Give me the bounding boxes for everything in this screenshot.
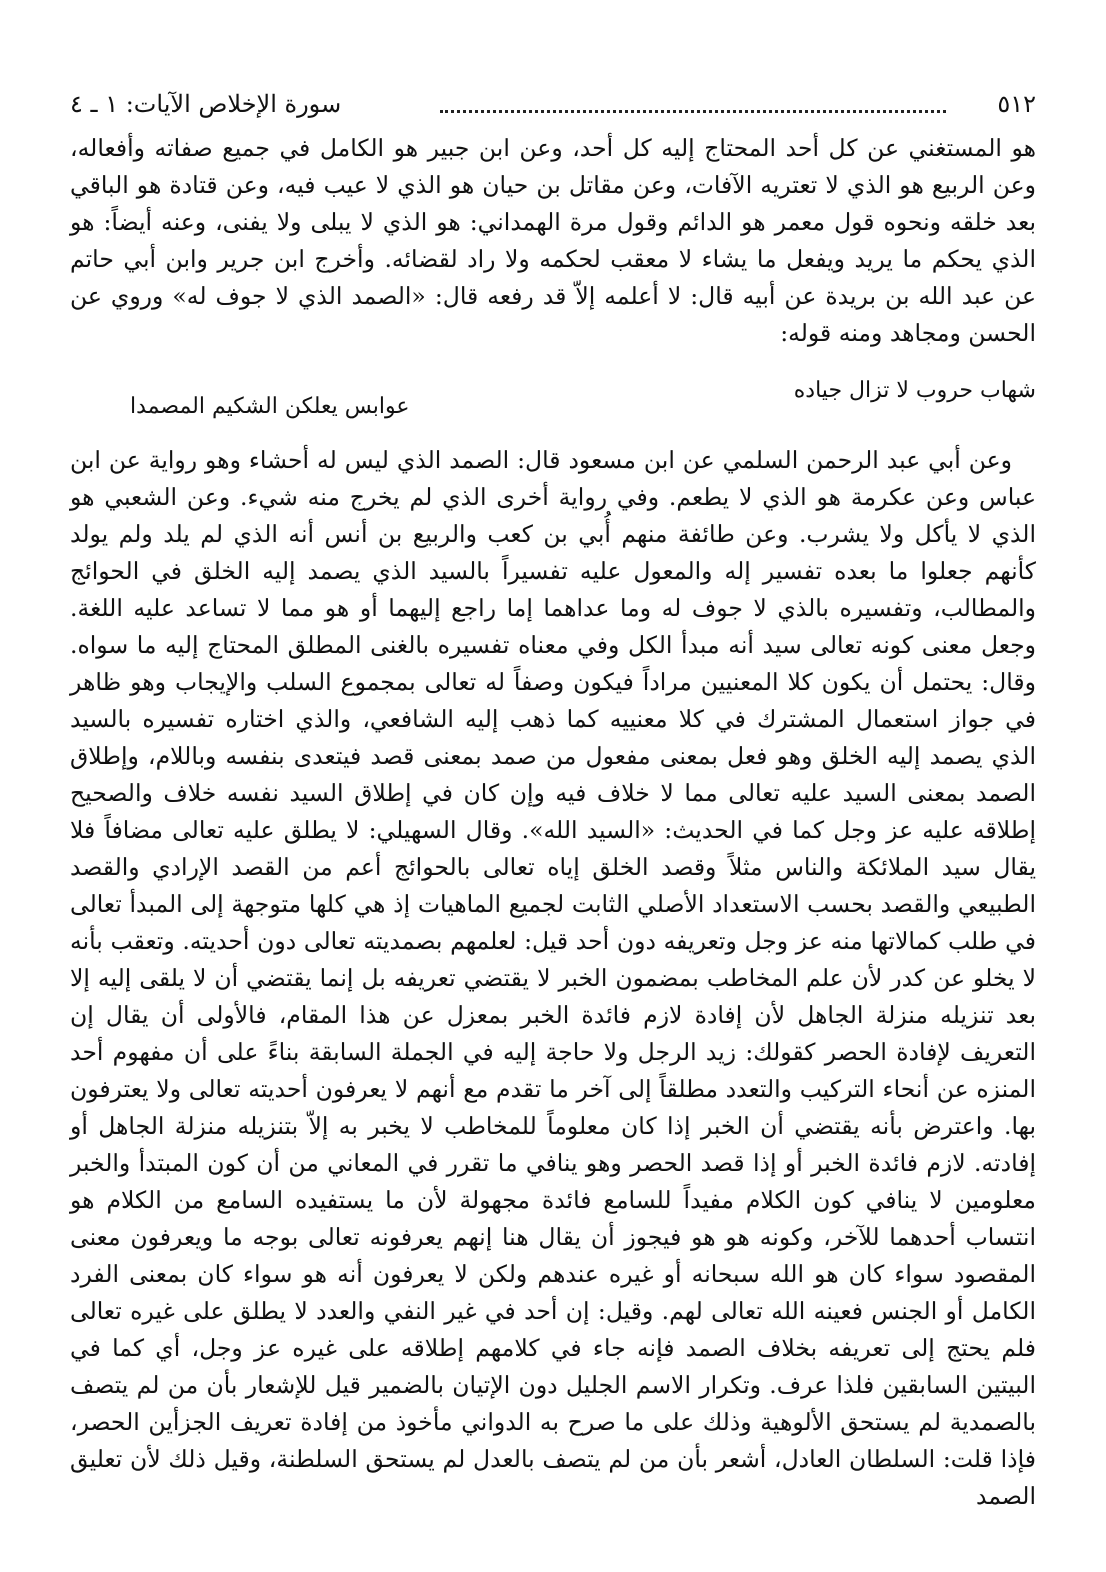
running-title: سورة الإخلاص الآيات: ١ ـ ٤ [70,90,342,118]
verse-first-hemistich: شهاب حروب لا تزال جياده [793,378,1036,403]
page-number: ٥١٢ [997,90,1036,118]
paragraph-2: وعن أبي عبد الرحمن السلمي عن ابن مسعود قال: الصمد الذي ليس له أحشاء وهو رواية عن ابن عباس وعن عكرمة هو الذي لا يطعم. وفي رواية أخرى الذي لم يخرج منه شيء. وعن الشعبي هو الذي لا يأكل ولا يشرب. وعن طائفة منهم أُبي بن كعب والربيع بن أنس أنه الذي لم يلد ولم يولد كأنهم جعلوا ما بعده تفسير إله والمعول عليه تفسيراً بالسيد الذي يصمد إليه الخلق في الحوائج والمطالب، وتفسيره بالذي لا جوف له وما عداهما إما راجع إليهما أو هو مما لا تساعد عليه اللغة. وجعل معنى كونه تعالى سيد أنه مبدأ الكل وفي معناه تفسيره بالغنى المطلق المحتاج إليه ما سواه. وقال: يحتمل أن يكون كلا المعنيين مراداً فيكون وصفاً له تعالى بمجموع السلب والإيجاب وهو ظاهر في جواز استعمال المشترك في كلا معنييه كما ذهب إليه الشافعي، والذي اختاره تفسيره بالسيد الذي يصمد إليه الخلق وهو فعل بمعنى مفعول من صمد بمعنى قصد فيتعدى بنفسه وباللام، وإطلاق الصمد بمعنى السيد عليه تعالى مما لا خلاف فيه وإن كان في إطلاق السيد نفسه خلاف والصحيح إطلاقه عليه عز وجل كما في الحديث: «السيد الله». وقال السهيلي: لا يطلق عليه تعالى مضافاً فلا يقال سيد الملائكة والناس مثلاً وقصد الخلق إياه تعالى بالحوائج أعم من القصد الإرادي والقصد الطبيعي والقصد بحسب الاستعداد الأصلي الثابت لجميع الماهيات إذ هي كلها متوجهة إلى المبدأ تعالى في طلب كمالاتها منه عز وجل وتعريفه دون أحد قيل: لعلمهم بصمديته تعالى دون أحديته. وتعقب بأنه لا يخلو عن كدر لأن علم المخاطب بمضمون الخبر لا يقتضي تعريفه بل إنما يقتضي أن لا يلقى إليه إلا بعد تنزيله منزلة الجاهل لأن إفادة لازم فائدة الخبر بمعزل عن هذا المقام، فالأولى أن يقال إن التعريف لإفادة الحصر كقولك: زيد الرجل ولا حاجة إليه في الجملة السابقة بناءً على أن مفهوم أحد المنزه عن أنحاء التركيب والتعدد مطلقاً إلى آخر ما تقدم مع أنهم لا يعرفون أحديته تعالى ولا يعترفون بها. واعترض بأنه يقتضي أن الخبر إذا كان معلوماً للمخاطب لا يخبر به إلاّ بتنزيله منزلة الجاهل أو إفادته. لازم فائدة الخبر أو إذا قصد الحصر وهو ينافي ما تقرر في المعاني من أن كون المبتدأ والخبر معلومين لا ينافي كون الكلام مفيداً للسامع فائدة مجهولة لأن ما يستفيده السامع من الكلام هو انتساب أحدهما للآخر، وكونه هو هو فيجوز أن يقال هنا إنهم يعرفونه تعالى بوجه ما ويعرفون معنى المقصود سواء كان هو الله سبحانه أو غيره عندهم ولكن لا يعرفون أنه هو سواء كان بمعنى الفرد الكامل أو الجنس فعينه الله تعالى لهم. وقيل: إن أحد في غير النفي والعدد لا يطلق على غيره تعالى فلم يحتج إلى تعريفه بخلاف الصمد فإنه جاء في كلامهم إطلاقه على غيره عز وجل، أي كما في البيتين السابقين فلذا عرف. وتكرار الاسم الجليل دون الإتيان بالضمير قيل للإشعار بأن من لم يتصف بالصمدية لم يستحق الألوهية وذلك على ما صرح به الدواني مأخوذ من إفادة تعريف الجزأين الحصر، فإذا قلت: السلطان العادل، أشعر بأن من لم يتصف بالعدل لم يستحق السلطنة، وقيل ذلك لأن تعليق الصمد [70,446,1036,1510]
header-dotted-leader [440,110,946,113]
verse-second-hemistich: عوابس يعلكن الشكيم المصمدا [130,394,410,419]
page-header [70,84,1036,128]
poetry-verse [70,352,1036,442]
paragraph-1: هو المستغني عن كل أحد المحتاج إليه كل أحد، وعن ابن جبير هو الكامل في جميع صفاته وأفعاله، وعن الربيع هو الذي لا تعتريه الآفات، وعن مقاتل بن حيان هو الذي لا عيب فيه، وعن قتادة هو الباقي بعد خلقه ونحوه قول معمر هو الدائم وقول مرة الهمداني: هو الذي لا يبلى ولا يفنى، وعنه أيضاً: هو الذي يحكم ما يريد ويفعل ما يشاء لا معقب لحكمه ولا راد لقضائه. وأخرج ابن جرير وابن أبي حاتم عن عبد الله بن بريدة عن أبيه قال: لا أعلمه إلاّ قد رفعه قال: «الصمد الذي لا جوف له» وروي عن الحسن ومجاهد ومنه قوله: [70,134,1036,347]
book-page [70,84,1036,1515]
